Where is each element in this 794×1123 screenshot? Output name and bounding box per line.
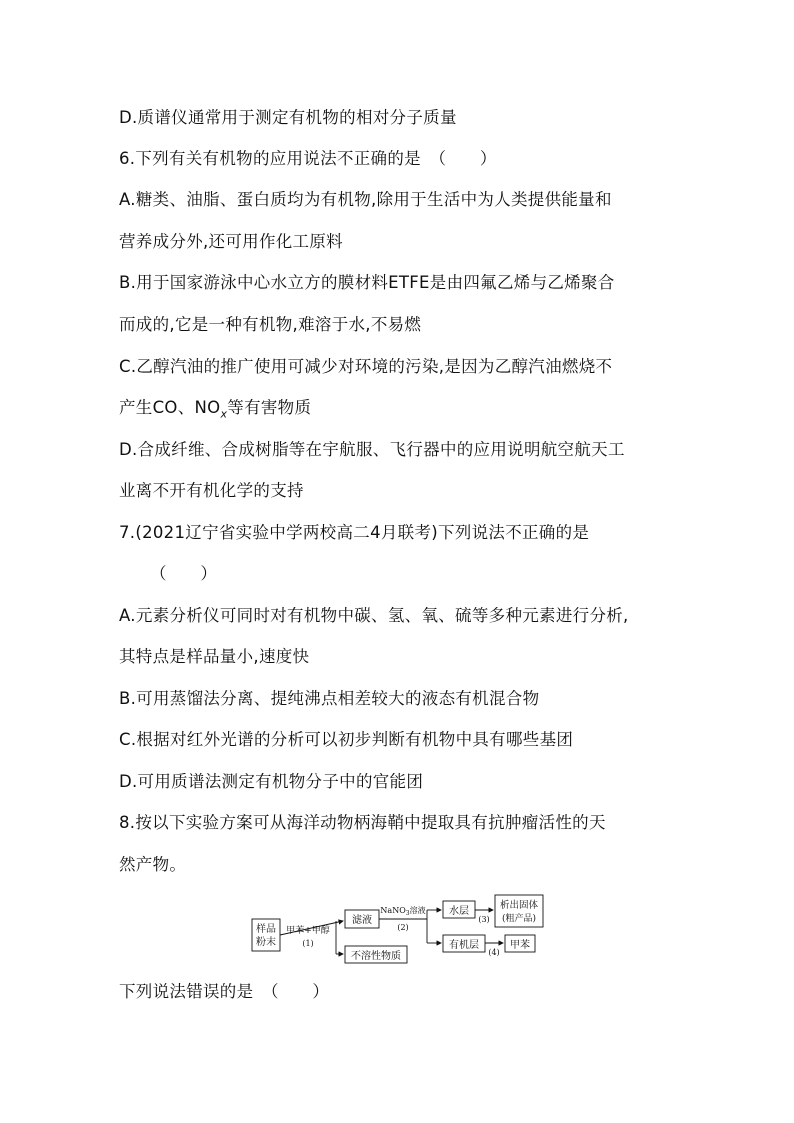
text-line: 业离不开有机化学的支持: [119, 481, 304, 500]
step1-reagent: 甲苯+甲醇: [286, 926, 330, 936]
option-a: A.元素分析仪可同时对有机物中碳、氢、氧、硫等多种元素进行分析,: [119, 606, 629, 625]
step4-label: (4): [488, 948, 500, 957]
option-d: D.可用质谱法测定有机物分子中的官能团: [119, 772, 424, 791]
insoluble-label: 不溶性物质: [351, 951, 401, 962]
text-segment: 等有害物质: [227, 398, 312, 417]
organic-layer-label: 有机层: [449, 940, 479, 951]
option-a: A.糖类、油脂、蛋白质均为有机物,除用于生活中为人类提供能量和: [119, 190, 612, 209]
solid-label: (粗产品): [501, 914, 537, 924]
step2-reagent: [380, 905, 425, 917]
text-line: 然产物。: [119, 855, 187, 874]
toluene-label: 甲苯: [510, 940, 530, 951]
option-c: C.乙醇汽油的推广使用可减少对环境的污染,是因为乙醇汽油燃烧不: [119, 357, 613, 376]
reagent-part: NaNO: [380, 906, 406, 915]
text-line: 营养成分外,还可用作化工原料: [119, 232, 343, 251]
reagent-sub: 3: [405, 910, 410, 917]
sample-label: 粉末: [256, 937, 276, 948]
text-segment: 产生CO、NO: [119, 398, 221, 417]
option-b: B.可用蒸馏法分离、提纯沸点相差较大的液态有机混合物: [119, 689, 540, 708]
text-line: [119, 397, 311, 425]
question-7-stem: 7.(2021辽宁省实验中学两校高二4月联考)下列说法不正确的是: [119, 523, 590, 542]
question-8-prompt: 下列说法错误的是 （ ）: [119, 982, 330, 1001]
water-layer-label: 水层: [449, 906, 469, 917]
question-6-stem: 6.下列有关有机物的应用说法不正确的是 （ ）: [119, 149, 497, 168]
solid-label: 析出固体: [499, 900, 539, 911]
option-c: C.根据对红外光谱的分析可以初步判断有机物中具有哪些基团: [119, 730, 574, 749]
subscript: x: [220, 407, 228, 421]
option-d: D.合成纤维、合成树脂等在宇航服、飞行器中的应用说明航空航天工: [119, 440, 625, 459]
answer-bracket: （ ）: [150, 564, 218, 583]
step2-label: (2): [397, 923, 409, 932]
flowchart: [250, 893, 550, 965]
text-line: 其特点是样品量小,速度快: [119, 647, 310, 666]
sample-label: 样品: [256, 924, 276, 935]
text-line: 而成的,它是一种有机物,难溶于水,不易燃: [119, 315, 422, 334]
question-8-stem: 8.按以下实验方案可从海洋动物柄海鞘中提取具有抗肿瘤活性的天: [119, 813, 606, 832]
option-b: B.用于国家游泳中心水立方的膜材料ETFE是由四氟乙烯与乙烯聚合: [119, 273, 615, 292]
step1-label: (1): [302, 939, 314, 948]
text-line: D.质谱仪通常用于测定有机物的相对分子质量: [119, 108, 457, 127]
reagent-part: 溶液: [409, 906, 426, 915]
filtrate-label: 滤液: [352, 915, 372, 926]
step3-label: (3): [478, 915, 490, 924]
